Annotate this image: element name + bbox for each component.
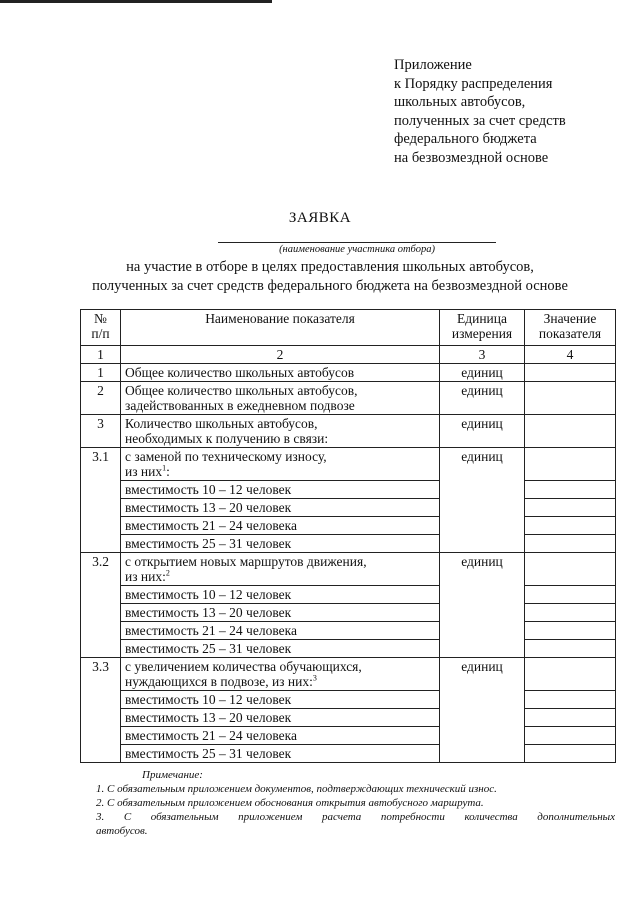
- row-value[interactable]: [525, 745, 616, 763]
- group-header-row: [81, 658, 616, 691]
- footnote-marker: 1: [162, 463, 167, 473]
- capacity-label: вместимость 25 – 31 человек: [121, 745, 440, 763]
- row-value[interactable]: [525, 727, 616, 745]
- header-num: [81, 310, 121, 346]
- capacity-row: [81, 586, 616, 604]
- row-number: 2: [81, 382, 121, 415]
- appendix-line: к Порядку распределения: [394, 75, 553, 92]
- group-name-text: нуждающихся в подвозе, из них:: [125, 674, 313, 689]
- group-number: 3.1: [81, 448, 121, 553]
- indicators-table: [80, 309, 616, 763]
- header-unit: [440, 310, 525, 346]
- appendix-block: [394, 56, 566, 167]
- row-number: 3: [81, 415, 121, 448]
- table-row: [81, 415, 616, 448]
- group-name-line: с увеличением количества обучающихся,: [125, 659, 362, 674]
- row-value[interactable]: [525, 640, 616, 658]
- header-value-line: показателя: [538, 326, 602, 341]
- capacity-label: вместимость 13 – 20 человек: [121, 499, 440, 517]
- row-name: [121, 382, 440, 415]
- row-value[interactable]: [525, 553, 616, 586]
- capacity-label: вместимость 13 – 20 человек: [121, 709, 440, 727]
- group-number: 3.3: [81, 658, 121, 763]
- subtitle-line-2: полученных за счет средств федерального бюджета на безвозмездной основе: [92, 278, 568, 294]
- note-item: 3. С обязательным приложением расчета потребности количества дополнительных: [96, 811, 615, 823]
- capacity-label: вместимость 21 – 24 человека: [121, 727, 440, 745]
- col-number: 1: [81, 346, 121, 364]
- table-row: [81, 364, 616, 382]
- header-unit-line: измерения: [451, 326, 513, 341]
- appendix-line: на безвозмездной основе: [394, 149, 549, 166]
- row-value[interactable]: [525, 448, 616, 481]
- group-name-end: :: [166, 464, 170, 479]
- row-value[interactable]: [525, 691, 616, 709]
- row-value[interactable]: [525, 382, 616, 415]
- group-name-line: [125, 674, 435, 689]
- row-name-line: Общее количество школьных автобусов,: [125, 383, 358, 398]
- row-name-line: необходимых к получению в связи:: [125, 431, 329, 446]
- capacity-row: [81, 535, 616, 553]
- row-value[interactable]: [525, 415, 616, 448]
- col-number: 4: [525, 346, 616, 364]
- note-item: 2. С обязательным приложением обоснования открытия автобусного маршрута.: [96, 797, 484, 809]
- group-name-line: [125, 569, 435, 584]
- row-number: 1: [81, 364, 121, 382]
- table-row: [81, 382, 616, 415]
- capacity-row: [81, 622, 616, 640]
- group-name-line: с открытием новых маршрутов движения,: [125, 554, 367, 569]
- document-title: ЗАЯВКА: [288, 210, 352, 226]
- scan-edge-bar: [0, 0, 272, 3]
- capacity-row: [81, 499, 616, 517]
- capacity-label: вместимость 25 – 31 человек: [121, 535, 440, 553]
- row-value[interactable]: [525, 604, 616, 622]
- header-unit-line: Единица: [456, 311, 507, 326]
- capacity-label: вместимость 10 – 12 человек: [121, 481, 440, 499]
- column-number-row: [81, 346, 616, 364]
- row-value[interactable]: [525, 481, 616, 499]
- capacity-row: [81, 727, 616, 745]
- row-value[interactable]: [525, 658, 616, 691]
- capacity-row: [81, 604, 616, 622]
- note-item: 1. С обязательным приложением документов, подтверждающих технический износ.: [96, 783, 497, 795]
- col-number: 3: [440, 346, 525, 364]
- subtitle-line-1: на участие в отборе в целях предоставления школьных автобусов,: [126, 259, 534, 275]
- header-row: [81, 310, 616, 346]
- capacity-row: [81, 481, 616, 499]
- participant-name-caption: (наименование участника отбора): [279, 244, 435, 255]
- group-unit: единиц: [440, 448, 525, 553]
- capacity-row: [81, 640, 616, 658]
- row-unit: единиц: [440, 382, 525, 415]
- capacity-label: вместимость 21 – 24 человека: [121, 622, 440, 640]
- row-value[interactable]: [525, 364, 616, 382]
- row-value[interactable]: [525, 586, 616, 604]
- row-value[interactable]: [525, 499, 616, 517]
- row-unit: единиц: [440, 364, 525, 382]
- row-value[interactable]: [525, 622, 616, 640]
- row-name: [121, 415, 440, 448]
- row-name-line: Общее количество школьных автобусов: [125, 365, 355, 380]
- capacity-row: [81, 709, 616, 727]
- row-name-line: Количество школьных автобусов,: [125, 416, 318, 431]
- row-name-line: задействованных в ежедневном подвозе: [125, 398, 355, 413]
- header-value: [525, 310, 616, 346]
- capacity-label: вместимость 21 – 24 человека: [121, 517, 440, 535]
- row-name: [121, 364, 440, 382]
- appendix-line: школьных автобусов,: [394, 94, 526, 110]
- group-name: [121, 553, 440, 586]
- group-name-line: с заменой по техническому износу,: [125, 449, 327, 464]
- header-num-line: №: [94, 311, 107, 326]
- header-value-line: Значение: [543, 311, 597, 326]
- appendix-line: полученных за счет средств: [394, 112, 566, 129]
- group-name-line: [125, 464, 435, 479]
- group-unit: единиц: [440, 658, 525, 763]
- row-value[interactable]: [525, 535, 616, 553]
- col-number: 2: [121, 346, 440, 364]
- capacity-label: вместимость 13 – 20 человек: [121, 604, 440, 622]
- footnote-marker: 3: [312, 673, 317, 683]
- header-num-line: п/п: [91, 326, 110, 341]
- notes-label: Примечание:: [142, 769, 203, 781]
- capacity-label: вместимость 10 – 12 человек: [121, 586, 440, 604]
- header-name: Наименование показателя: [121, 310, 440, 346]
- group-name: [121, 448, 440, 481]
- group-number: 3.2: [81, 553, 121, 658]
- row-unit: единиц: [440, 415, 525, 448]
- group-header-row: [81, 553, 616, 586]
- group-name: [121, 658, 440, 691]
- group-name-text: из них: [125, 464, 163, 479]
- appendix-line: федерального бюджета: [394, 131, 537, 147]
- notes-block: [80, 768, 615, 838]
- capacity-row: [81, 691, 616, 709]
- group-header-row: [81, 448, 616, 481]
- participant-name-line: [218, 242, 496, 243]
- group-unit: единиц: [440, 553, 525, 658]
- footnote-marker: 2: [165, 568, 170, 578]
- group-name-text: из них:: [125, 569, 166, 584]
- capacity-label: вместимость 10 – 12 человек: [121, 691, 440, 709]
- capacity-label: вместимость 25 – 31 человек: [121, 640, 440, 658]
- note-item: автобусов.: [96, 825, 148, 837]
- capacity-row: [81, 745, 616, 763]
- row-value[interactable]: [525, 709, 616, 727]
- appendix-line: Приложение: [394, 57, 472, 73]
- capacity-row: [81, 517, 616, 535]
- row-value[interactable]: [525, 517, 616, 535]
